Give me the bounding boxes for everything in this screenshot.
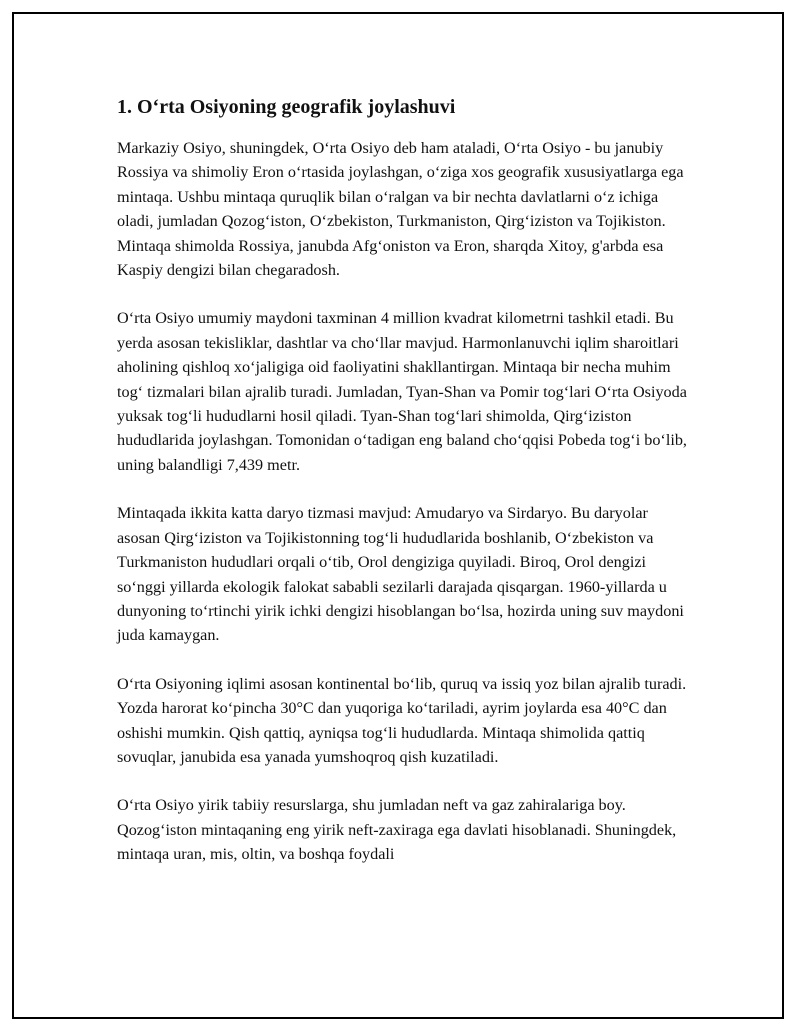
section-heading: 1. O‘rta Osiyoning geografik joylashuvi [117,96,456,118]
document-content [117,92,687,891]
paragraph-resources: O‘rta Osiyo yirik tabiiy resurslarga, shu jumladan neft va gaz zahiralariga boy. Qozog‘iston mintaqaning eng yirik neft-zaxiraga ega davlati hisoblanadi. Shuningdek, mintaqa uran, mis, oltin, va boshqa foydali [117,796,677,864]
paragraph-area-mountains: O‘rta Osiyo umumiy maydoni taxminan 4 million kvadrat kilometrni tashkil etadi. Bu yerda asosan tekisliklar, dashtlar va cho‘llar mavjud. Harmonlanuvchi iqlim sharoitlari aholining qishloq xo‘jaligiga oid faoliyatini shakllantirgan. Mintaqa bir necha muhim tog‘ tizmalari bilan ajralib turadi. Jumladan, Tyan-Shan va Pomir tog‘lari O‘rta Osiyoda yuksak tog‘li hududlarni hosil qiladi. Tyan-Shan tog‘lari shimolda, Qirg‘iziston hududlarida joylashgan. Tomonidan o‘tadigan eng baland cho‘qqisi Pobeda tog‘i bo‘lib, uning balandligi 7,439 metr. [117,309,687,474]
paragraph-rivers: Mintaqada ikkita katta daryo tizmasi mavjud: Amudaryo va Sirdaryo. Bu daryolar asosan Qirg‘iziston va Tojikistonning tog‘li hududlarida boshlanib, O‘zbekiston va Turkmaniston hududlari orqali o‘tib, Orol dengiziga quyiladi. Biroq, Orol dengizi so‘nggi yillarda ekologik falokat sababli sezilarli darajada qisqargan. 1960-yillarda u dunyoning to‘rtinchi yirik ichki dengizi hisoblangan bo‘lsa, hozirda uning suv maydoni juda kamaygan. [117,504,684,645]
paragraph-location: Markaziy Osiyo, shuningdek, O‘rta Osiyo deb ham ataladi, O‘rta Osiyo - bu janubiy Rossiya va shimoliy Eron o‘rtasida joylashgan, o‘ziga xos geografik xususiyatlarga ega mintaqa. Ushbu mintaqa quruqlik bilan o‘ralgan va bir nechta davlatlarni o‘z ichiga oladi, jumladan Qozog‘iston, O‘zbekiston, Turkmaniston, Qirg‘iziston va Tojikiston. Mintaqa shimolda Rossiya, janubda Afg‘oniston va Eron, sharqda Xitoy, g'arbda esa Kaspiy dengizi bilan chegaradosh. [117,139,684,280]
paragraph-climate: O‘rta Osiyoning iqlimi asosan kontinental bo‘lib, quruq va issiq yoz bilan ajralib turadi. Yozda harorat ko‘pincha 30°C dan yuqoriga ko‘tariladi, ayrim joylarda esa 40°C dan oshishi mumkin. Qish qattiq, ayniqsa tog‘li hududlarda. Mintaqa shimolida qattiq sovuqlar, janubida esa yanada yumshoqroq qish kuzatiladi. [117,674,687,766]
